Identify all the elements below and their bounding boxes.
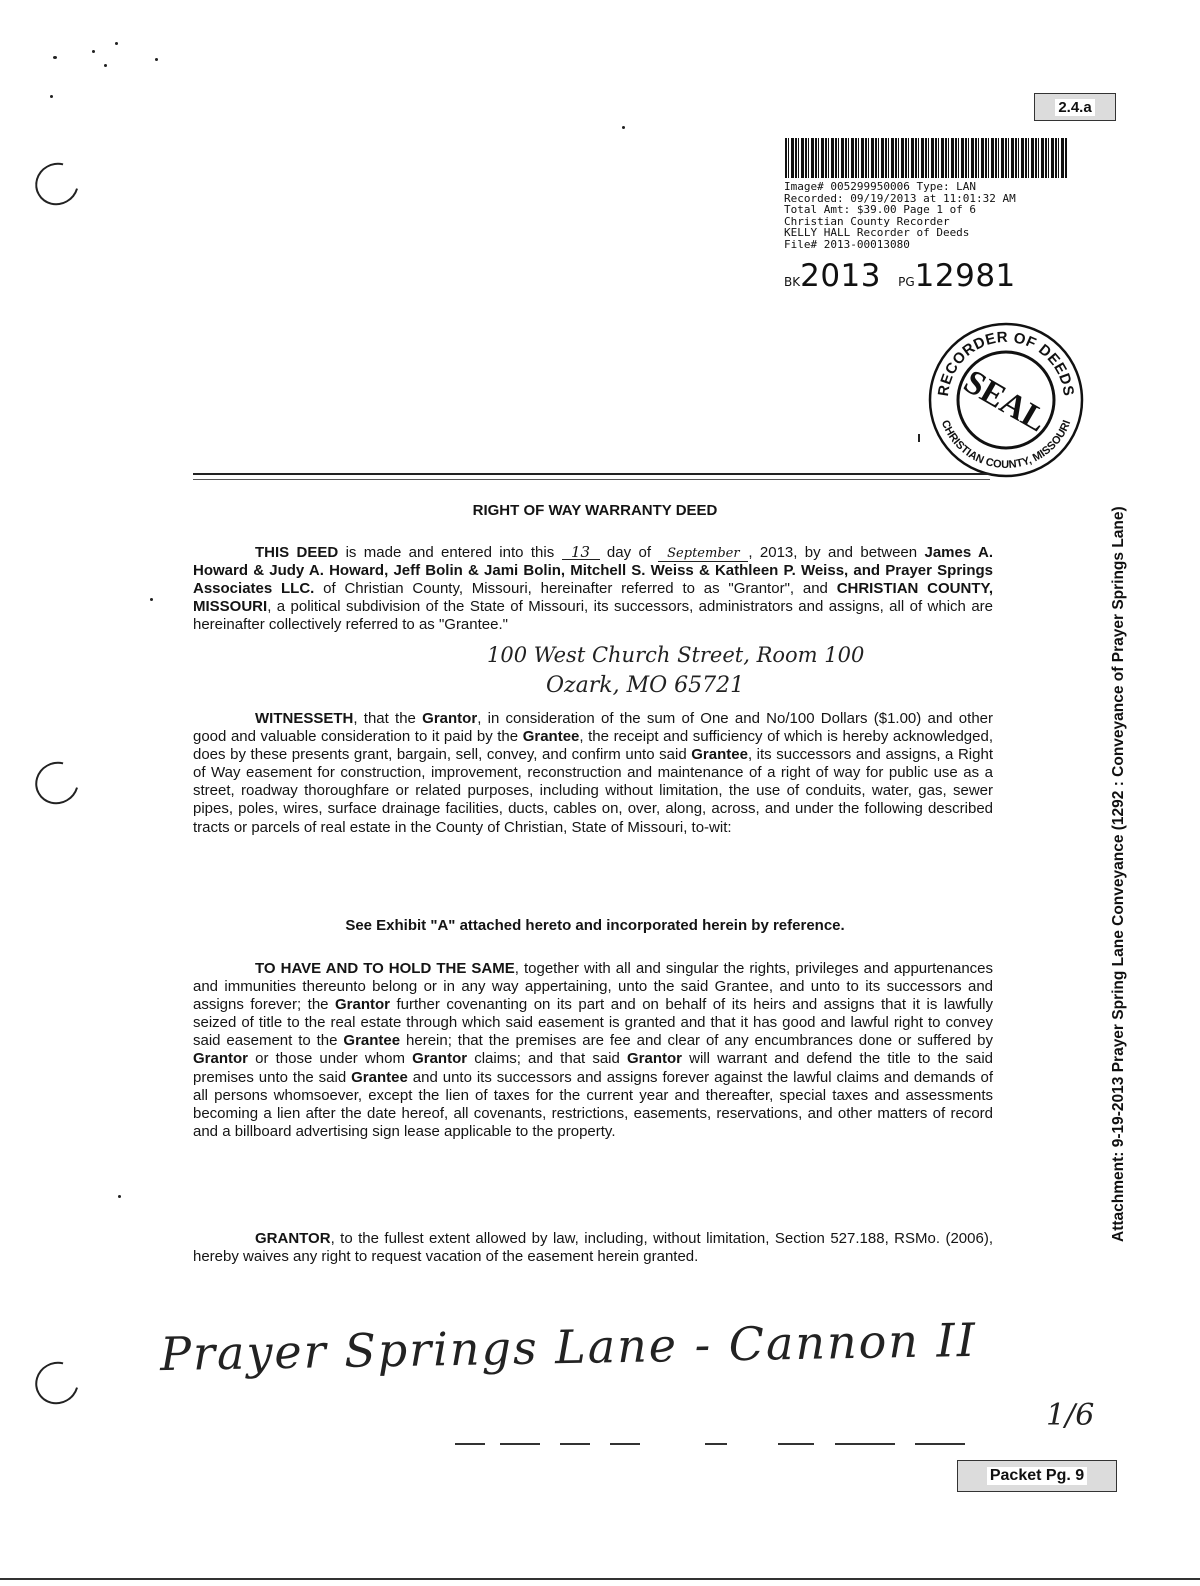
grantee-term: Grantee	[522, 728, 580, 746]
attachment-number: 2.4.a	[1055, 99, 1094, 116]
recording-line: Image# 005299950006 Type: LAN	[784, 180, 977, 193]
recording-line: Christian County Recorder	[784, 214, 950, 228]
punch-hole	[27, 754, 86, 812]
recording-line: KELLY HALL Recorder of Deeds	[784, 226, 970, 239]
waiver-paragraph	[193, 1230, 993, 1266]
faint-line	[455, 1443, 485, 1445]
text-run: further covenanting on its part and on behalf of its heirs and assigns that it is lawfully seized of title to the real estate through which said easement is granted and that it has good and lawful right to convey said easement to the	[193, 996, 993, 1050]
packet-page-badge	[957, 1460, 1117, 1492]
scan-edge-line	[0, 1578, 1200, 1580]
faint-line	[778, 1443, 814, 1445]
seal-bottom-text: CHRISTIAN COUNTY, MISSOURI	[938, 418, 1074, 472]
text-run: , in consideration of the sum of One and No/100 Dollars ($1.00) and other good and valuable consideration to it paid by the	[193, 710, 994, 746]
scan-speck	[622, 126, 625, 129]
grantor-names: James A. Howard & Judy A. Howard, Jeff Bolin & Jami Bolin, Mitchell S. Weiss & Kathleen P. Weiss, and Prayer Springs Associates LLC.	[193, 544, 993, 598]
habendum-lead: TO HAVE AND TO HOLD THE SAME	[255, 960, 515, 977]
scan-speck	[150, 598, 153, 601]
book-label: BK	[784, 275, 801, 289]
scan-speck	[104, 64, 107, 67]
attachment-side-label: Attachment: 9-19-2013 Prayer Spring Lane Conveyance (1292 : Conveyance of Prayer Springs Lane)	[1110, 506, 1127, 1242]
waiver-lead: GRANTOR	[255, 1230, 331, 1247]
seal-center-text: SEAL	[957, 363, 1053, 440]
grantor-term: Grantor	[422, 710, 478, 727]
book-page-number	[784, 258, 1016, 294]
scan-speck	[918, 434, 920, 442]
text-run: , the receipt and sufficiency of which is hereby acknowledged, does by these presents grant, bargain, sell, convey, and confirm unto said	[193, 728, 993, 764]
scan-speck	[92, 50, 95, 53]
punch-hole	[27, 155, 86, 213]
recording-line: Total Amt: $39.00 Page 1 of 6	[784, 203, 977, 216]
deed-title: RIGHT OF WAY WARRANTY DEED	[472, 502, 718, 519]
grantee-name: CHRISTIAN COUNTY, MISSOURI	[193, 580, 993, 616]
scan-speck	[115, 42, 118, 45]
faint-line	[915, 1443, 965, 1445]
grantee-term: Grantee	[691, 746, 748, 764]
grantor-term: Grantor	[335, 996, 391, 1014]
text-run: , that the	[353, 710, 423, 727]
page-label: PG	[898, 275, 915, 289]
habendum-paragraph	[193, 960, 993, 1141]
faint-line	[835, 1443, 895, 1445]
grantee-term: Grantee	[351, 1068, 408, 1086]
faint-line	[610, 1443, 640, 1445]
day-handwritten: 13	[562, 545, 600, 560]
text-run: is made and entered into this	[338, 544, 562, 561]
punch-hole	[27, 1354, 86, 1412]
barcode	[785, 138, 1067, 178]
scan-speck	[50, 95, 53, 98]
faint-line	[560, 1443, 590, 1445]
recording-line: Recorded: 09/19/2013 at 11:01:32 AM	[784, 191, 1016, 205]
attachment-number-badge	[1034, 93, 1116, 121]
svg-text:CHRISTIAN COUNTY, MISSOURI	[939, 418, 1074, 471]
grantor-term: Grantor	[626, 1050, 682, 1068]
handwritten-page-mark: 1/6	[1046, 1398, 1095, 1433]
book-number: 2013	[800, 258, 882, 294]
grantor-term: Grantor	[193, 1050, 249, 1068]
text-run: , together with all and singular the rights, privileges and appurtenances and immunities thereunto belong or in any way appertaining, unto the said Grantee, and unto to its successors and assigns forever; the	[193, 960, 994, 1014]
text-run: , a political subdivision of the State of Missouri, its successors, administrators and assigns, all of which are hereinafter collectively referred to as "Grantee."	[193, 598, 993, 634]
text-run: , its successors and assigns, a Right of Way easement for construction, improvement, reconstruction and maintenance of a right of way for public use as a street, roadway thoroughfare or related purposes, including without limitation, the use of conduits, water, gas, sewer pipes, poles, wires, surface drainage facilities, ducts, cables on, over, along, across, and under the following described tracts or parcels of real estate in the County of Christian, State of Missouri, to-wit:	[193, 746, 993, 836]
text-run: or those under whom	[248, 1050, 413, 1068]
grantor-term: Grantor	[412, 1050, 468, 1068]
text-run: day of	[599, 544, 659, 561]
recording-line: File# 2013-00013080	[784, 237, 910, 251]
text-run: of Christian County, Missouri, hereinafter referred to as "Grantor", and	[314, 580, 837, 598]
grantee-term: Grantee	[343, 1032, 401, 1050]
page-number: 12981	[914, 258, 1016, 294]
text-run: and unto its successors and assigns forever against the lawful claims and demands of all persons whomsoever, except the lien of taxes for the current year and thereafter, special taxes and assessments becoming a lien after the date hereof, all covenants, restrictions, easements, reservations, and other matters of record and a billboard advertising sign lease applicable to the property.	[193, 1068, 993, 1140]
witnesseth-lead: WITNESSETH	[255, 710, 354, 727]
text-run: herein; that the premises are fee and clear of any encumbrances done or suffered by	[400, 1032, 993, 1050]
scan-speck	[155, 58, 158, 61]
text-run: , 2013, by and between	[748, 544, 925, 561]
deed-intro-paragraph	[193, 544, 993, 634]
faint-line	[500, 1443, 540, 1445]
seal-top-text: RECORDER OF DEEDS	[934, 328, 1078, 398]
header-rule	[193, 473, 990, 475]
exhibit-reference: See Exhibit "A" attached hereto and incorporated herein by reference.	[345, 917, 845, 934]
scan-speck	[118, 1195, 121, 1198]
text-run: will warrant and defend the title to the said premises unto the said	[193, 1050, 993, 1086]
text-run: , to the fullest extent allowed by law, including, without limitation, Section 527.188, RSMo. (2006), hereby waives any right to request vacation of the easement herein granted.	[193, 1230, 993, 1266]
witnesseth-paragraph	[193, 710, 993, 837]
handwritten-address-line2: Ozark, MO 65721	[546, 673, 745, 698]
recorder-seal	[926, 322, 1086, 478]
this-deed-lead: THIS DEED	[255, 544, 339, 561]
packet-page-number: Packet Pg. 9	[987, 1467, 1087, 1485]
month-handwritten: September	[658, 547, 748, 562]
header-rule-thin	[193, 479, 990, 480]
faint-line	[705, 1443, 727, 1445]
handwritten-address-line1: 100 West Church Street, Room 100	[487, 643, 865, 667]
recording-info	[784, 181, 1084, 250]
handwritten-note: Prayer Springs Lane - Cannon II	[159, 1312, 978, 1382]
text-run: claims; and that said	[467, 1050, 627, 1068]
scan-speck	[53, 56, 57, 59]
